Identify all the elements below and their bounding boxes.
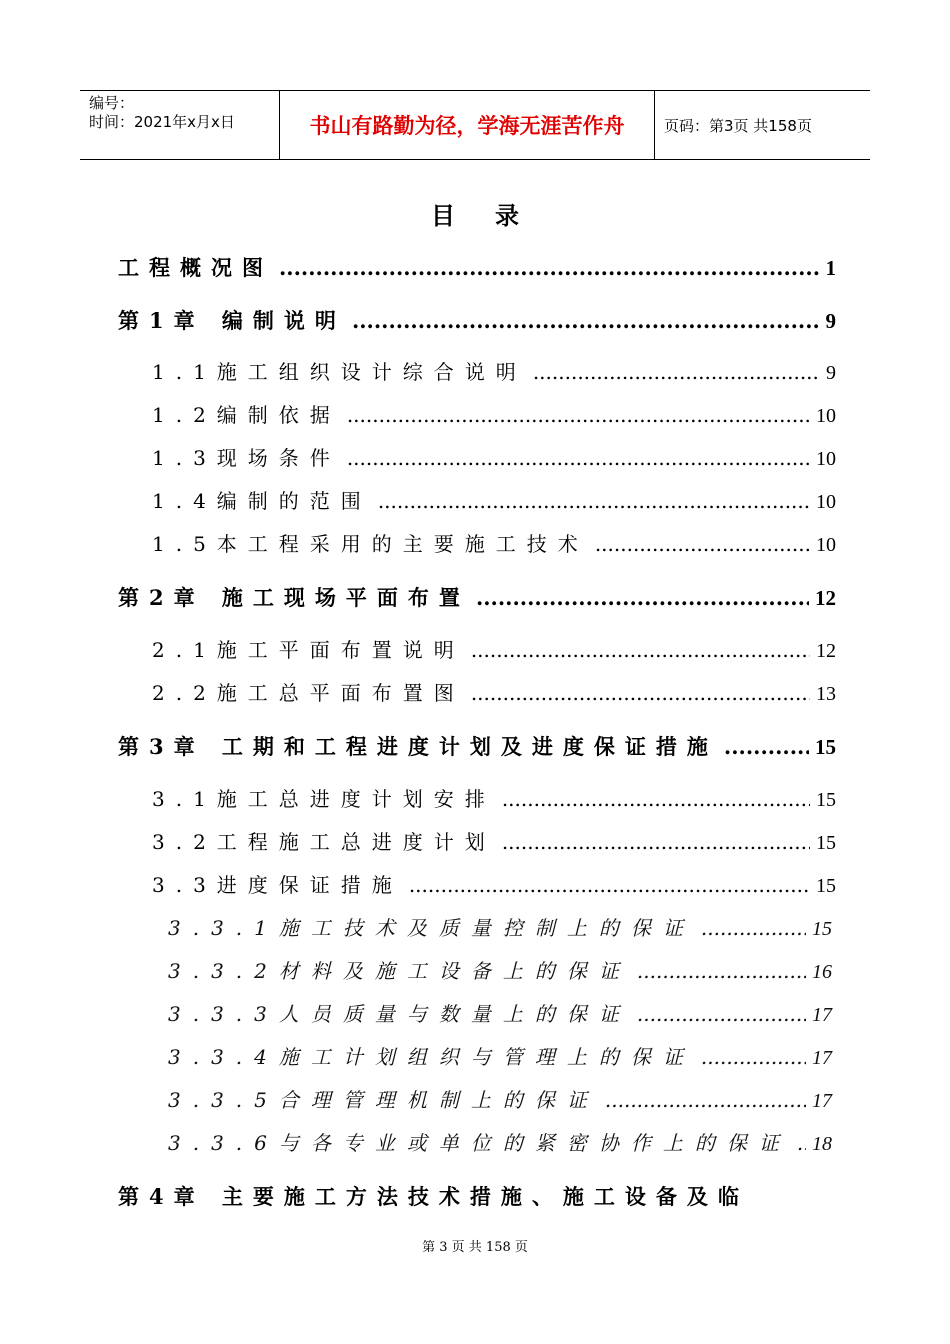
toc-entry-title: 工程概况图 <box>118 255 273 280</box>
toc-leader-dots <box>279 255 820 280</box>
toc-entry-page: 15 <box>812 918 832 940</box>
toc-entry-page: 10 <box>816 405 836 427</box>
toc-entry-title: 3.3.6与各专业或单位的紧密协作上的保证 <box>168 1131 791 1155</box>
toc-entry[interactable] <box>118 1181 836 1211</box>
toc-leader-dots <box>502 787 810 811</box>
toc-entry-page: 10 <box>816 534 836 556</box>
toc-entry-page: 12 <box>815 586 836 610</box>
toc-entry[interactable] <box>168 1084 832 1113</box>
toc-entry[interactable] <box>152 826 836 855</box>
toc-entry-title: 2.2施工总平面布置图 <box>152 681 465 705</box>
toc-entry[interactable] <box>168 1127 832 1156</box>
toc-leader-dots <box>595 532 810 556</box>
toc-leader-dots <box>701 1045 806 1069</box>
toc-entry-page: 13 <box>816 683 836 705</box>
header-page-info: 页码：第3页 共158页 <box>664 116 812 135</box>
toc-entry-page: 15 <box>815 735 836 759</box>
toc-entry-title: 1.2编制依据 <box>152 403 341 427</box>
toc-entry[interactable] <box>152 442 836 471</box>
toc-entry-title: 3.2工程施工总进度计划 <box>152 830 496 854</box>
toc-entry-title: 3.3.5合理管理机制上的保证 <box>168 1088 599 1112</box>
toc-entry-title: 3.1施工总进度计划安排 <box>152 787 496 811</box>
toc-leader-dots <box>637 959 806 983</box>
header-motto: 书山有路勤为径，学海无涯苦作舟 <box>280 91 655 159</box>
toc-entry-title: 1.4编制的范围 <box>152 489 372 513</box>
toc-entry-title: 3.3.3人员质量与数量上的保证 <box>168 1002 631 1026</box>
toc-entry[interactable] <box>168 955 832 984</box>
toc-entry-page: 9 <box>825 309 836 333</box>
header-meta <box>80 91 280 159</box>
toc-entry-title: 第3章 工期和工程进度计划及进度保证措施 <box>118 734 718 759</box>
toc-entry-page: 12 <box>816 640 836 662</box>
toc-entry-title: 第4章 主要施工方法技术措施、施工设备及临 <box>118 1184 749 1209</box>
toc-entry[interactable] <box>152 634 836 663</box>
header-number-label: 编号： <box>89 94 135 112</box>
page-footer: 第 3 页 共 158 页 <box>422 1240 528 1255</box>
toc-entry-title: 3.3进度保证措施 <box>152 873 403 897</box>
toc-entry[interactable] <box>168 1041 832 1070</box>
toc-entry-title: 3.3.4施工计划组织与管理上的保证 <box>168 1045 695 1069</box>
toc-entry[interactable] <box>118 731 836 761</box>
toc-title: 目录 <box>431 202 559 230</box>
toc-leader-dots <box>471 681 810 705</box>
toc-entry-page: 15 <box>816 832 836 854</box>
toc-entry-page: 17 <box>812 1047 832 1069</box>
toc-leader-dots <box>409 873 810 897</box>
toc-leader-dots <box>347 403 810 427</box>
toc-leader-dots <box>352 308 820 333</box>
toc-entry-title: 第2章 施工现场平面布置 <box>118 585 470 610</box>
toc-entry-page: 10 <box>816 448 836 470</box>
toc-leader-dots <box>797 1131 806 1155</box>
toc-entry[interactable] <box>152 399 836 428</box>
toc-leader-dots <box>637 1002 806 1026</box>
toc-entry[interactable] <box>152 485 836 514</box>
toc-entry-title: 3.3.2材料及施工设备上的保证 <box>168 959 631 983</box>
toc-entry-title: 1.5本工程采用的主要施工技术 <box>152 532 589 556</box>
toc-entry-title: 2.1施工平面布置说明 <box>152 638 465 662</box>
toc-leader-dots <box>724 734 809 759</box>
toc-entry[interactable] <box>152 528 836 557</box>
toc-entry-page: 9 <box>826 362 836 384</box>
toc-leader-dots <box>476 585 809 610</box>
toc-entry-title: 第1章 编制说明 <box>118 308 346 333</box>
toc-leader-dots <box>701 916 806 940</box>
toc-entry-page: 1 <box>825 256 836 280</box>
page-header <box>80 90 870 160</box>
toc-entry-page: 15 <box>816 875 836 897</box>
toc-entry-page: 17 <box>812 1004 832 1026</box>
toc-entry-page: 15 <box>816 789 836 811</box>
toc-entry[interactable] <box>118 252 836 282</box>
toc-entry[interactable] <box>118 582 836 612</box>
toc-entry-page: 16 <box>812 961 832 983</box>
toc-leader-dots <box>502 830 810 854</box>
toc-entry[interactable] <box>168 912 832 941</box>
toc-leader-dots <box>378 489 810 513</box>
toc-entry-page: 18 <box>812 1133 832 1155</box>
toc-leader-dots <box>347 446 810 470</box>
toc-entry[interactable] <box>152 869 836 898</box>
header-date: 时间：2021年x月x日 <box>89 113 235 131</box>
toc-entry[interactable] <box>152 783 836 812</box>
toc-entry-title: 1.3现场条件 <box>152 446 341 470</box>
toc-entry[interactable] <box>118 305 836 335</box>
toc-entry-page: 17 <box>812 1090 832 1112</box>
toc-entry[interactable] <box>168 998 832 1027</box>
toc-entry-title: 3.3.1施工技术及质量控制上的保证 <box>168 916 695 940</box>
toc-entry-title: 1.1施工组织设计综合说明 <box>152 360 527 384</box>
toc-entry-page: 10 <box>816 491 836 513</box>
toc-leader-dots <box>471 638 810 662</box>
toc-leader-dots <box>533 360 820 384</box>
toc-entry[interactable] <box>152 356 836 385</box>
toc-entry[interactable] <box>152 677 836 706</box>
toc-leader-dots <box>605 1088 806 1112</box>
